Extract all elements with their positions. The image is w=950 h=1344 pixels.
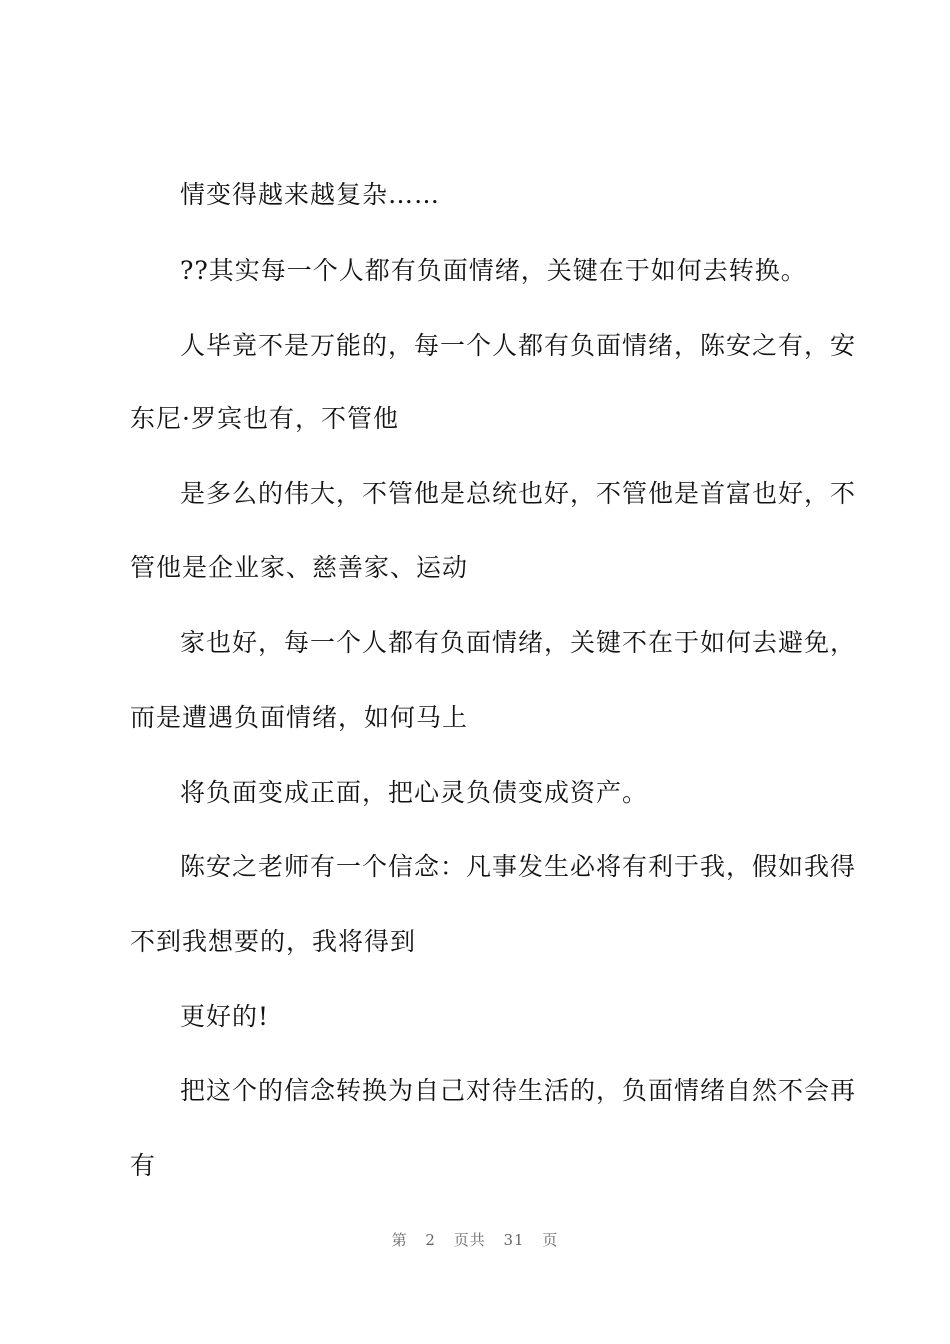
footer-page-number: 2 <box>425 1231 436 1249</box>
text-line: 而是遭遇负面情绪，如何马上 <box>130 703 469 732</box>
page-footer <box>0 1229 950 1250</box>
footer-total-pages: 31 <box>503 1231 525 1249</box>
text-line: 东尼·罗宾也有，不管他 <box>130 404 399 433</box>
text-line: 把这个的信念转换为自己对待生活的，负面情绪自然不会再 <box>180 1076 857 1105</box>
text-line: 有 <box>130 1151 157 1180</box>
text-line: 更好的! <box>180 1002 270 1031</box>
text-line: 是多么的伟大，不管他是总统也好，不管他是首富也好，不 <box>180 479 857 508</box>
text-line: ??其实每一个人都有负面情绪，关键在于如何去转换。 <box>180 256 807 285</box>
text-line: 将负面变成正面，把心灵负债变成资产。 <box>180 778 649 807</box>
footer-prefix: 第 <box>391 1231 408 1249</box>
text-line: 不到我想要的，我将得到 <box>130 927 417 956</box>
text-line: 人毕竟不是万能的，每一个人都有负面情绪，陈安之有，安 <box>180 331 857 360</box>
text-line: 管他是企业家、慈善家、运动 <box>130 553 469 582</box>
footer-middle: 页共 <box>453 1231 486 1249</box>
text-line: 陈安之老师有一个信念：凡事发生必将有利于我，假如我得 <box>180 852 857 881</box>
text-line: 情变得越来越复杂…… <box>180 180 441 209</box>
footer-suffix: 页 <box>542 1231 559 1249</box>
text-line: 家也好，每一个人都有负面情绪，关键不在于如何去避免， <box>180 628 857 657</box>
